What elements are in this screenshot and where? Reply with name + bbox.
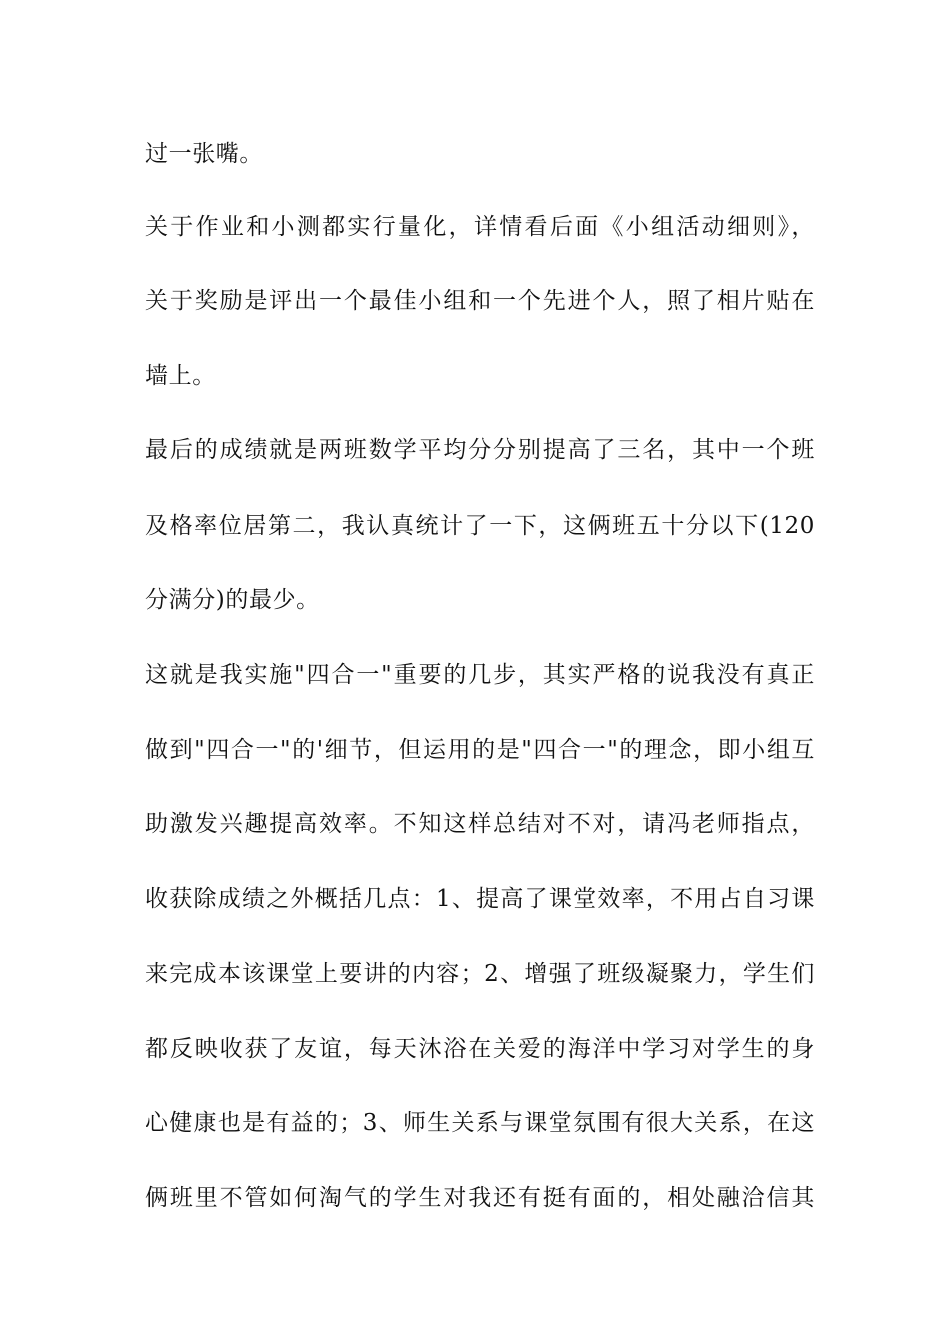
text-line: 来完成本该课堂上要讲的内容；2、增强了班级凝聚力，学生们 bbox=[145, 961, 815, 987]
text-line: 俩班里不管如何淘气的学生对我还有挺有面的，相处融洽信其 bbox=[145, 1185, 815, 1211]
text-line: 最后的成绩就是两班数学平均分分别提高了三名，其中一个班 bbox=[145, 437, 815, 463]
text-line: 助激发兴趣提高效率。不知这样总结对不对，请冯老师指点， bbox=[145, 811, 815, 837]
text-line: 墙上。 bbox=[145, 363, 216, 389]
text-line: 分满分)的最少。 bbox=[145, 587, 320, 613]
text-line: 做到"四合一"的'细节，但运用的是"四合一"的理念，即小组互 bbox=[145, 737, 815, 763]
text-line: 心健康也是有益的；3、师生关系与课堂氛围有很大关系，在这 bbox=[145, 1110, 815, 1136]
text-line: 这就是我实施"四合一"重要的几步，其实严格的说我没有真正 bbox=[145, 662, 815, 688]
text-line: 过一张嘴。 bbox=[145, 141, 263, 167]
text-line: 收获除成绩之外概括几点：1、提高了课堂效率，不用占自习课 bbox=[145, 886, 815, 912]
text-line: 关于作业和小测都实行量化，详情看后面《小组活动细则》， bbox=[145, 214, 815, 240]
text-line: 及格率位居第二，我认真统计了一下，这俩班五十分以下(120 bbox=[145, 513, 815, 539]
text-line: 关于奖励是评出一个最佳小组和一个先进个人，照了相片贴在 bbox=[145, 288, 815, 314]
text-line: 都反映收获了友谊，每天沐浴在关爱的海洋中学习对学生的身 bbox=[145, 1036, 815, 1062]
